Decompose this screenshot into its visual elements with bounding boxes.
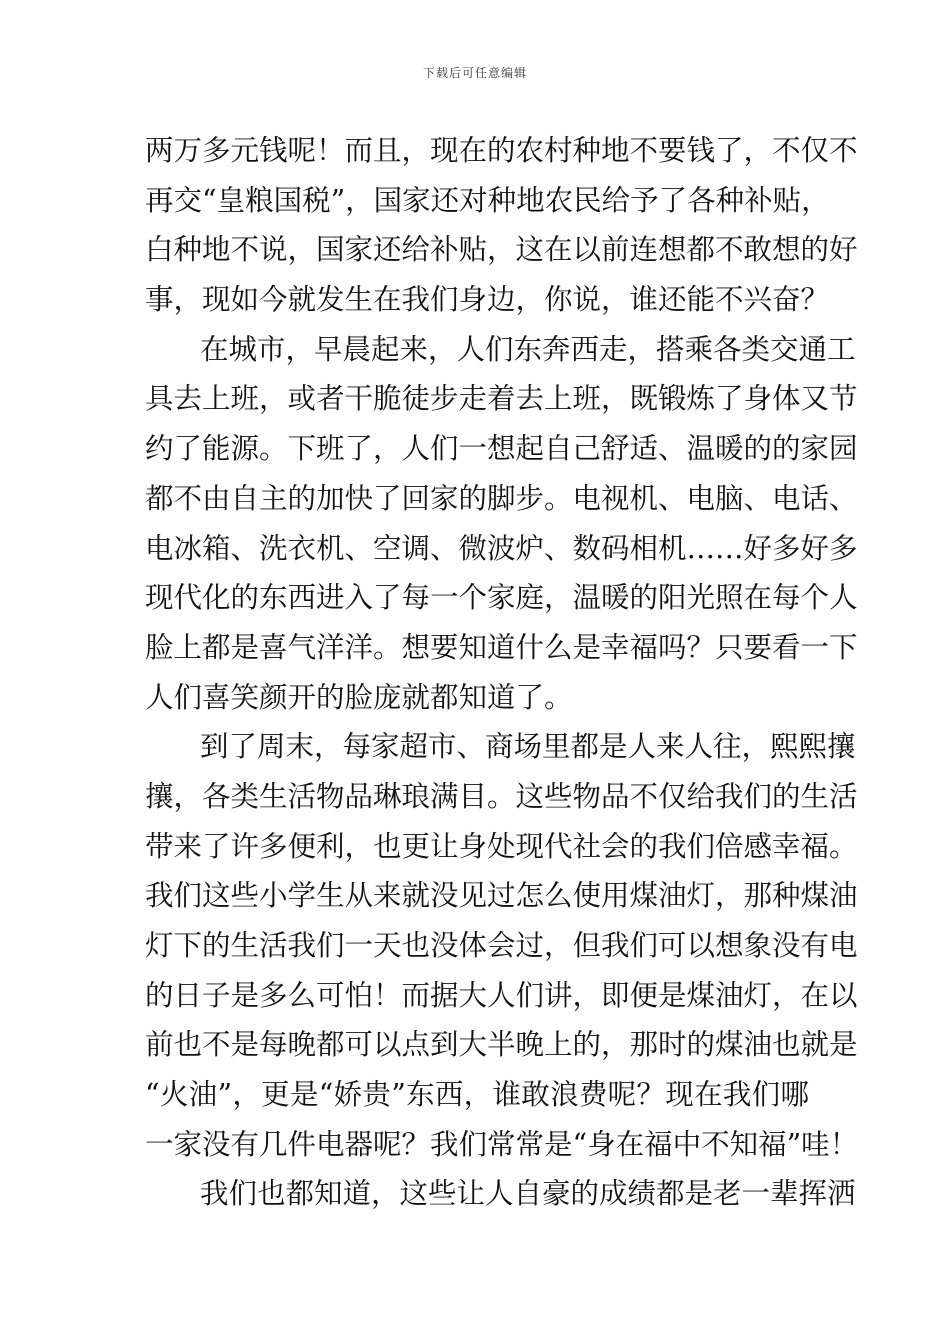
text-line: 电冰箱、洗衣机、空调、微波炉、数码相机……好多好多 (145, 531, 858, 565)
text-line: 到了周末，每家超市、商场里都是人来人往，熙熙攘 (200, 730, 856, 764)
text-line: 人们喜笑颜开的脸庞就都知道了。 (145, 680, 573, 714)
text-line: 事，现如今就发生在我们身边，你说，谁还能不兴奋？ (145, 283, 830, 317)
text-line: 带来了许多便利，也更让身处现代社会的我们倍感幸福。 (145, 829, 858, 863)
text-line: 脸上都是喜气洋洋。想要知道什么是幸福吗？只要看一下 (145, 630, 858, 664)
text-line: “火油”，更是“娇贵”东西，谁敢浪费呢？现在我们哪 (145, 1078, 809, 1112)
text-line: 都不由自主的加快了回家的脚步。电视机、电脑、电话、 (145, 481, 858, 515)
text-line: 我们也都知道，这些让人自豪的成绩都是老一辈挥洒 (200, 1177, 856, 1211)
text-line: 白种地不说，国家还给补贴，这在以前连想都不敢想的好 (145, 233, 858, 267)
text-line: 灯下的生活我们一天也没体会过，但我们可以想象没有电 (145, 929, 858, 962)
text-line: 在城市，早晨起来，人们东奔西走，搭乘各类交通工 (200, 332, 856, 366)
text-line: 现代化的东西进入了每一个家庭，温暖的阳光照在每个人 (145, 581, 858, 615)
text-line: 约了能源。下班了，人们一想起自己舒适、温暖的的家园 (145, 432, 858, 466)
page-header: 下载后可任意编辑 (422, 66, 527, 80)
text-line: 具去上班，或者干脆徒步走着去上班，既锻炼了身体又节 (145, 382, 858, 416)
text-line: 前也不是每晚都可以点到大半晚上的，那时的煤油也就是 (145, 1028, 858, 1062)
text-line: 两万多元钱呢！而且，现在的农村种地不要钱了，不仅不 (145, 134, 858, 167)
text-line: 一家没有几件电器呢？我们常常是“身在福中不知福”哇！ (145, 1127, 859, 1161)
text-line: 我们这些小学生从来就没见过怎么使用煤油灯，那种煤油 (145, 879, 858, 913)
text-line: 再交“皇粮国税”，国家还对种地农民给予了各种补贴， (145, 183, 830, 217)
text-line: 的日子是多么可怕！而据大人们讲，即便是煤油灯，在以 (145, 978, 858, 1012)
text-line: 攘，各类生活物品琳琅满目。这些物品不仅给我们的生活 (145, 779, 858, 813)
body-text (145, 126, 859, 1219)
